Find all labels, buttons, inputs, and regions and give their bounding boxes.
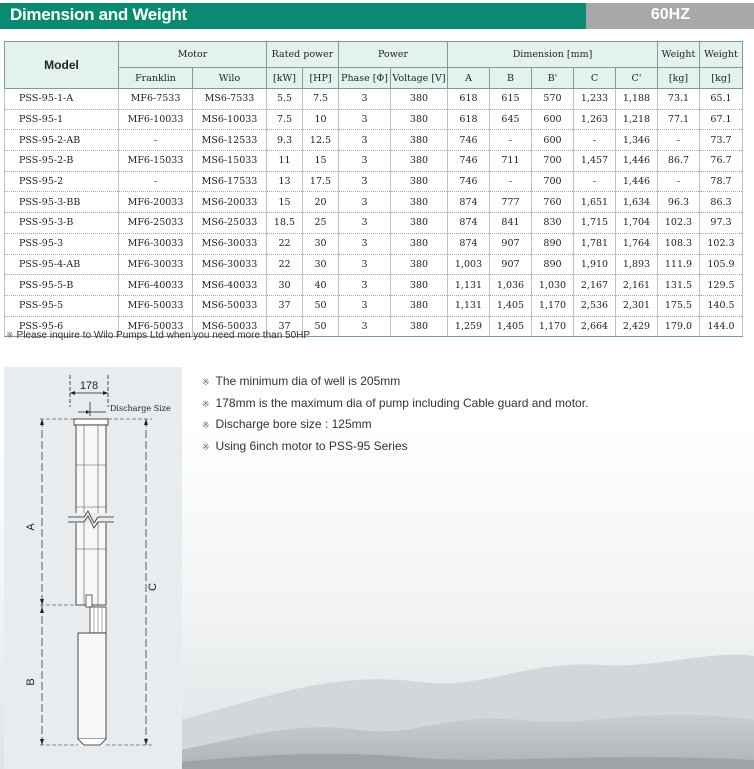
cell-rated-hp: 10 — [303, 109, 339, 130]
cell-weight-franklin: 86.7 — [658, 151, 700, 172]
cell-rated-hp: 50 — [303, 316, 339, 337]
cell-dim-b: - — [490, 130, 532, 151]
note-item: ※ 178mm is the maximum dia of pump including Cable guard and motor. — [202, 395, 589, 410]
cell-rated-kw: 37 — [267, 295, 303, 316]
cell-model: PSS-95-3-B — [5, 213, 119, 234]
note-item: ※ The minimum dia of well is 205mm — [202, 374, 401, 388]
cell-dim-c: 2,167 — [574, 275, 616, 296]
cell-weight-franklin: 108.3 — [658, 233, 700, 254]
table-row — [5, 171, 743, 192]
cell-motor-franklin: MF6-40033 — [119, 275, 193, 296]
cell-weight-wilo: 102.3 — [700, 233, 743, 254]
header-model: Model — [5, 42, 119, 89]
cell-rated-kw: 11 — [267, 151, 303, 172]
cell-motor-wilo: MS6-7533 — [193, 89, 267, 110]
cell-rated-hp: 40 — [303, 275, 339, 296]
header-title-bar — [0, 3, 586, 29]
cell-dim-b-prime: 600 — [532, 109, 574, 130]
cell-motor-franklin: MF6-30033 — [119, 254, 193, 275]
header-motor: Motor — [119, 42, 267, 68]
cell-dim-b: 777 — [490, 192, 532, 213]
cell-phase: 3 — [339, 109, 391, 130]
cell-voltage: 380 — [391, 171, 448, 192]
cell-motor-franklin: MF6-7533 — [119, 89, 193, 110]
cell-motor-franklin: MF6-50033 — [119, 316, 193, 337]
cell-dim-c: 1,233 — [574, 89, 616, 110]
cell-dim-c-prime: 1,764 — [616, 233, 658, 254]
cell-dim-c: - — [574, 171, 616, 192]
table-row — [5, 89, 743, 110]
cell-dim-c: 1,457 — [574, 151, 616, 172]
cell-weight-wilo: 105.9 — [700, 254, 743, 275]
cell-dim-a: 618 — [448, 109, 490, 130]
cell-dim-b-prime: 760 — [532, 192, 574, 213]
cell-dim-c-prime: 1,446 — [616, 151, 658, 172]
cell-model: PSS-95-1 — [5, 109, 119, 130]
cell-dim-b: 1,405 — [490, 316, 532, 337]
cell-dim-b: 645 — [490, 109, 532, 130]
cell-dim-c-prime: 1,446 — [616, 171, 658, 192]
cell-dim-b-prime: 830 — [532, 213, 574, 234]
note-mark: ※ — [6, 330, 14, 340]
cell-rated-hp: 30 — [303, 233, 339, 254]
cell-weight-franklin: 131.5 — [658, 275, 700, 296]
cell-model: PSS-95-1-A — [5, 89, 119, 110]
cell-motor-franklin: MF6-15033 — [119, 151, 193, 172]
subheader-c: C — [574, 68, 616, 89]
cell-weight-wilo: 144.0 — [700, 316, 743, 337]
note-item: ※ Using 6inch motor to PSS-95 Series — [202, 438, 408, 453]
cell-dim-c-prime: 2,161 — [616, 275, 658, 296]
cell-weight-wilo: 97.3 — [700, 213, 743, 234]
cell-dim-b-prime: 890 — [532, 233, 574, 254]
cell-weight-wilo: 65.1 — [700, 89, 743, 110]
cell-motor-wilo: MS6-15033 — [193, 151, 267, 172]
cell-phase: 3 — [339, 295, 391, 316]
cell-dim-b: 1,036 — [490, 275, 532, 296]
cell-phase: 3 — [339, 89, 391, 110]
cell-phase: 3 — [339, 254, 391, 275]
cell-dim-a: 746 — [448, 171, 490, 192]
dimension-weight-table — [4, 41, 743, 337]
subheader-b: B — [490, 68, 532, 89]
cell-dim-a: 1,259 — [448, 316, 490, 337]
cell-dim-c-prime: 1,188 — [616, 89, 658, 110]
cell-weight-franklin: 73.1 — [658, 89, 700, 110]
cell-weight-franklin: 96.3 — [658, 192, 700, 213]
table-body — [5, 89, 743, 337]
note-item: ※ Discharge bore size : 125mm — [202, 417, 372, 431]
width-label: 178 — [79, 380, 99, 392]
cell-phase: 3 — [339, 275, 391, 296]
cell-dim-a: 874 — [448, 192, 490, 213]
cell-dim-b: 615 — [490, 89, 532, 110]
subheader-hp: [HP] — [303, 68, 339, 89]
note-text: Please inquire to Wilo Pumps Ltd when you need more than 50HP — [16, 330, 311, 341]
cell-motor-franklin: MF6-20033 — [119, 192, 193, 213]
cell-voltage: 380 — [391, 151, 448, 172]
dimension-a-label: A — [25, 523, 37, 531]
cell-weight-wilo: 78.7 — [700, 171, 743, 192]
subheader-kw: [kW] — [267, 68, 303, 89]
cell-rated-kw: 15 — [267, 192, 303, 213]
cell-rated-hp: 17.5 — [303, 171, 339, 192]
cell-weight-franklin: - — [658, 130, 700, 151]
cell-dim-b-prime: 1,170 — [532, 295, 574, 316]
cell-weight-wilo: 76.7 — [700, 151, 743, 172]
cell-phase: 3 — [339, 213, 391, 234]
cell-dim-a: 874 — [448, 233, 490, 254]
cell-motor-wilo: MS6-10033 — [193, 109, 267, 130]
table-row — [5, 233, 743, 254]
cell-dim-a: 746 — [448, 130, 490, 151]
subheader-b-prime: B' — [532, 68, 574, 89]
cell-dim-b-prime: 600 — [532, 130, 574, 151]
cell-phase: 3 — [339, 192, 391, 213]
cell-voltage: 380 — [391, 109, 448, 130]
subheader-phase: Phase [Φ] — [339, 68, 391, 89]
header-dimension: Dimension [mm] — [448, 42, 658, 68]
cell-voltage: 380 — [391, 130, 448, 151]
cell-motor-wilo: MS6-30033 — [193, 254, 267, 275]
cell-motor-wilo: MS6-30033 — [193, 233, 267, 254]
cell-dim-c: 1,651 — [574, 192, 616, 213]
cell-rated-kw: 5.5 — [267, 89, 303, 110]
cell-dim-b: 1,405 — [490, 295, 532, 316]
cell-dim-c: 1,263 — [574, 109, 616, 130]
cell-model: PSS-95-2-B — [5, 151, 119, 172]
table-row — [5, 254, 743, 275]
cell-rated-kw: 9.3 — [267, 130, 303, 151]
cell-model: PSS-95-5 — [5, 295, 119, 316]
cell-dim-b-prime: 890 — [532, 254, 574, 275]
cell-weight-wilo: 140.5 — [700, 295, 743, 316]
cell-motor-franklin: MF6-50033 — [119, 295, 193, 316]
cell-motor-wilo: MS6-50033 — [193, 295, 267, 316]
cell-rated-kw: 22 — [267, 233, 303, 254]
cell-rated-kw: 30 — [267, 275, 303, 296]
cell-dim-a: 1,131 — [448, 295, 490, 316]
dimension-c-label: C — [147, 583, 159, 591]
cell-voltage: 380 — [391, 233, 448, 254]
cell-motor-franklin: - — [119, 130, 193, 151]
cell-motor-wilo: MS6-50033 — [193, 316, 267, 337]
cell-weight-franklin: - — [658, 171, 700, 192]
cell-dim-c: 1,910 — [574, 254, 616, 275]
cell-motor-franklin: MF6-10033 — [119, 109, 193, 130]
header-frequency-bar — [586, 3, 754, 29]
cell-rated-kw: 13 — [267, 171, 303, 192]
cell-dim-b: 841 — [490, 213, 532, 234]
cell-rated-hp: 12.5 — [303, 130, 339, 151]
cell-rated-hp: 50 — [303, 295, 339, 316]
cell-dim-b-prime: 570 — [532, 89, 574, 110]
cell-phase: 3 — [339, 130, 391, 151]
cell-dim-b-prime: 700 — [532, 171, 574, 192]
cell-dim-a: 1,003 — [448, 254, 490, 275]
header-rated-power: Rated power — [267, 42, 339, 68]
cell-dim-c-prime: 1,893 — [616, 254, 658, 275]
cell-rated-kw: 37 — [267, 316, 303, 337]
cell-weight-franklin: 179.0 — [658, 316, 700, 337]
cell-motor-wilo: MS6-12533 — [193, 130, 267, 151]
cell-model: PSS-95-3-BB — [5, 192, 119, 213]
cell-dim-a: 1,131 — [448, 275, 490, 296]
cell-dim-c-prime: 1,704 — [616, 213, 658, 234]
cell-motor-franklin: - — [119, 171, 193, 192]
cell-motor-wilo: MS6-40033 — [193, 275, 267, 296]
subheader-voltage: Voltage [V] — [391, 68, 448, 89]
cell-rated-hp: 20 — [303, 192, 339, 213]
page-title: Dimension and Weight — [10, 5, 187, 24]
cell-weight-wilo: 129.5 — [700, 275, 743, 296]
cell-phase: 3 — [339, 316, 391, 337]
table-row — [5, 192, 743, 213]
cell-weight-franklin: 111.9 — [658, 254, 700, 275]
cell-weight-franklin: 175.5 — [658, 295, 700, 316]
table-row — [5, 130, 743, 151]
cell-voltage: 380 — [391, 275, 448, 296]
cell-phase: 3 — [339, 233, 391, 254]
specification-notes — [202, 371, 588, 457]
cell-dim-c: 2,536 — [574, 295, 616, 316]
cell-rated-hp: 15 — [303, 151, 339, 172]
cell-model: PSS-95-6 — [5, 316, 119, 337]
table-row — [5, 275, 743, 296]
cell-rated-hp: 25 — [303, 213, 339, 234]
cell-weight-wilo: 86.3 — [700, 192, 743, 213]
pump-dimension-drawing — [4, 367, 204, 769]
cell-phase: 3 — [339, 171, 391, 192]
cell-motor-wilo: MS6-17533 — [193, 171, 267, 192]
cell-rated-hp: 30 — [303, 254, 339, 275]
subheader-kg-wilo: [kg] — [700, 68, 743, 89]
subheader-a: A — [448, 68, 490, 89]
cell-rated-kw: 18.5 — [267, 213, 303, 234]
cell-voltage: 380 — [391, 192, 448, 213]
cell-dim-a: 874 — [448, 213, 490, 234]
cell-dim-a: 618 — [448, 89, 490, 110]
cell-voltage: 380 — [391, 89, 448, 110]
cell-dim-c-prime: 1,218 — [616, 109, 658, 130]
frequency-label: 60HZ — [650, 6, 690, 23]
table-row — [5, 109, 743, 130]
cell-model: PSS-95-4-AB — [5, 254, 119, 275]
cell-voltage: 380 — [391, 295, 448, 316]
cell-weight-franklin: 102.3 — [658, 213, 700, 234]
cell-dim-b: 711 — [490, 151, 532, 172]
subheader-c-prime: C' — [616, 68, 658, 89]
cell-voltage: 380 — [391, 316, 448, 337]
cell-voltage: 380 — [391, 213, 448, 234]
cell-dim-c: - — [574, 130, 616, 151]
cell-motor-franklin: MF6-30033 — [119, 233, 193, 254]
cell-dim-b-prime: 1,170 — [532, 316, 574, 337]
header-weight-franklin: Weight — [658, 42, 700, 68]
cell-dim-a: 746 — [448, 151, 490, 172]
cell-dim-c: 2,664 — [574, 316, 616, 337]
table-row — [5, 295, 743, 316]
cell-dim-c: 1,781 — [574, 233, 616, 254]
cell-dim-c-prime: 2,429 — [616, 316, 658, 337]
cell-dim-c-prime: 1,346 — [616, 130, 658, 151]
cell-dim-b: 907 — [490, 233, 532, 254]
cell-dim-c-prime: 2,301 — [616, 295, 658, 316]
dimension-b-label: B — [25, 678, 37, 686]
cell-motor-wilo: MS6-25033 — [193, 213, 267, 234]
inquiry-note — [6, 330, 310, 341]
page-header — [0, 0, 754, 30]
subheader-franklin: Franklin — [119, 68, 193, 89]
header-weight-wilo: Weight — [700, 42, 743, 68]
cell-dim-b-prime: 1,030 — [532, 275, 574, 296]
cell-model: PSS-95-2-AB — [5, 130, 119, 151]
header-power: Power — [339, 42, 448, 68]
cell-model: PSS-95-3 — [5, 233, 119, 254]
cell-rated-kw: 22 — [267, 254, 303, 275]
cell-model: PSS-95-5-B — [5, 275, 119, 296]
cell-motor-franklin: MF6-25033 — [119, 213, 193, 234]
cell-phase: 3 — [339, 151, 391, 172]
cell-motor-wilo: MS6-20033 — [193, 192, 267, 213]
subheader-kg-franklin: [kg] — [658, 68, 700, 89]
cell-weight-wilo: 73.7 — [700, 130, 743, 151]
cell-dim-c: 1,715 — [574, 213, 616, 234]
cell-weight-wilo: 67.1 — [700, 109, 743, 130]
cell-rated-hp: 7.5 — [303, 89, 339, 110]
discharge-label: Discharge Size — [110, 404, 171, 413]
cell-dim-b: 907 — [490, 254, 532, 275]
cell-model: PSS-95-2 — [5, 171, 119, 192]
cell-dim-c-prime: 1,634 — [616, 192, 658, 213]
cell-rated-kw: 7.5 — [267, 109, 303, 130]
cell-dim-b: - — [490, 171, 532, 192]
cell-voltage: 380 — [391, 254, 448, 275]
cell-dim-b-prime: 700 — [532, 151, 574, 172]
subheader-wilo: Wilo — [193, 68, 267, 89]
table-row — [5, 151, 743, 172]
cell-weight-franklin: 77.1 — [658, 109, 700, 130]
table-row — [5, 213, 743, 234]
